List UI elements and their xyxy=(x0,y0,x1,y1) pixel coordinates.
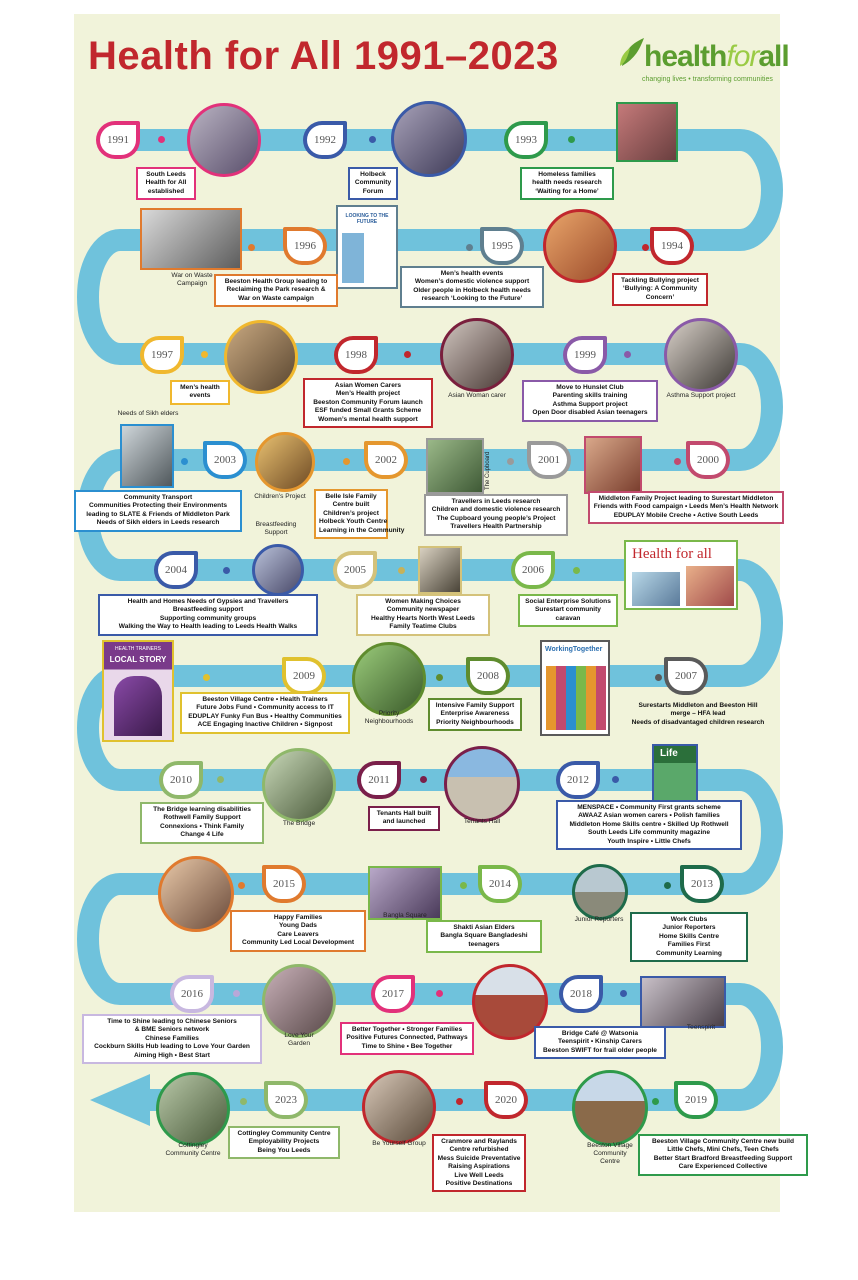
event-line: Enterprise Awareness xyxy=(440,710,510,718)
event-line: Needs of Sikh elders in Leeds research xyxy=(96,519,220,527)
logo-for: for xyxy=(726,40,759,73)
caption-text: Campaign xyxy=(176,280,208,287)
event-line: Youth Inspire • Little Chefs xyxy=(607,837,691,845)
event-line: Young Dads xyxy=(279,922,317,930)
year-marker-1999: 1999 xyxy=(563,336,607,374)
event-line: Bridge Café @ Watsonia xyxy=(561,1030,639,1037)
event-box-2020 xyxy=(432,1134,526,1192)
event-box-1996 xyxy=(214,274,338,307)
timeline-dot xyxy=(664,882,671,889)
timeline-dot xyxy=(233,990,240,997)
logo-health: health xyxy=(644,40,727,73)
photo-priority-neighbourhoods xyxy=(352,642,426,716)
timeline-dot xyxy=(652,1098,659,1105)
event-line: Travellers in Leeds research xyxy=(451,498,541,505)
timeline-dot xyxy=(203,674,210,681)
timeline-dot xyxy=(642,244,649,251)
event-line: Supporting community groups xyxy=(159,614,257,622)
year-marker-2002: 2002 xyxy=(364,441,408,479)
collage-photo xyxy=(632,572,680,606)
event-box-2013 xyxy=(630,912,748,962)
report-graphic xyxy=(546,666,606,730)
caption-text: Support xyxy=(264,529,288,536)
caption-breastfeeding xyxy=(248,521,304,537)
event-box-2015 xyxy=(230,910,366,952)
caption-text: Love Your xyxy=(284,1032,314,1039)
timeline-dot xyxy=(624,351,631,358)
event-line: Asian Women Carers xyxy=(334,382,402,389)
event-box-1999 xyxy=(522,380,658,422)
event-line: Happy Families xyxy=(273,914,323,921)
event-line: Reclaiming the Park research & xyxy=(226,286,326,294)
year-marker-2006: 2006 xyxy=(511,551,555,589)
event-line: Cranmore and Raylands xyxy=(441,1138,517,1145)
event-box-2011 xyxy=(368,806,440,831)
year-marker-2004: 2004 xyxy=(154,551,198,589)
photo-childrens-project xyxy=(255,432,315,492)
event-line: Mess Suicide Preventative xyxy=(437,1154,521,1162)
health-for-all-collage xyxy=(624,540,738,610)
leaflet-photo xyxy=(114,676,162,736)
event-line: Communities Protecting their Environments xyxy=(88,502,228,510)
event-line: research ‘Looking to the Future’ xyxy=(421,295,523,303)
event-line: Beeston Health Group leading to xyxy=(224,278,328,285)
event-line: Asthma Support project xyxy=(552,400,628,408)
page-title: Health for All 1991–2023 xyxy=(88,34,559,78)
event-line: Tackling Bullying project xyxy=(621,277,699,284)
event-line: Breastfeeding support xyxy=(172,606,244,614)
leaflet-title: LOCAL STORY xyxy=(109,655,167,664)
event-box-1995 xyxy=(400,266,544,308)
event-line: Rothwell Family Support xyxy=(163,814,241,822)
caption-text: Centre xyxy=(600,1158,620,1165)
health-trainers-leaflet xyxy=(102,640,174,742)
event-line: Women Making Choices xyxy=(385,598,461,605)
timeline-dot xyxy=(217,776,224,783)
event-line: Women’s domestic violence support xyxy=(414,278,530,286)
event-box-1991 xyxy=(136,167,196,200)
event-line: events xyxy=(189,392,211,400)
event-line: Positive Futures Connected, Pathways xyxy=(346,1034,468,1042)
event-line: Junior Reporters xyxy=(662,924,716,932)
photo-1994 xyxy=(543,209,617,283)
event-line: Belle Isle Family xyxy=(325,493,377,500)
event-box-2007 xyxy=(618,698,778,731)
event-line: Children and domestic violence research xyxy=(431,506,561,514)
photo-2000 xyxy=(584,436,642,494)
event-box-1998 xyxy=(303,378,433,428)
event-line: Aiming High • Best Start xyxy=(134,1051,210,1059)
timeline-dot xyxy=(466,244,473,251)
caption-text: Beeston Village xyxy=(587,1142,633,1149)
event-line: Better Start Bradford Breastfeeding Support xyxy=(653,1154,793,1162)
event-box-2018 xyxy=(534,1026,666,1059)
event-line: Care Leavers xyxy=(277,930,319,938)
year-marker-2005: 2005 xyxy=(333,551,377,589)
event-box-2003 xyxy=(74,490,242,532)
caption-love-your-garden xyxy=(262,1032,336,1048)
photo-war-on-waste xyxy=(140,208,242,270)
report-title: LOOKING TO THE FUTURE xyxy=(345,213,389,225)
event-line: Beeston Village Community Centre new build xyxy=(651,1138,795,1145)
leaflet-subtitle: HEALTH TRAINERS xyxy=(115,646,161,652)
event-box-2004 xyxy=(98,594,318,636)
collage-photo xyxy=(686,566,734,606)
year-marker-2023: 2023 xyxy=(264,1081,308,1119)
report-graphic xyxy=(342,233,364,283)
event-line: EDUPLAY Funky Fun Bus • Healthy Communities xyxy=(188,712,342,720)
timeline-dot xyxy=(343,458,350,465)
event-line: Home Skills Centre xyxy=(658,932,720,940)
event-line: Bangla Square Bangladeshi xyxy=(440,932,528,940)
timeline-dot xyxy=(238,882,245,889)
caption-text: Cottingley xyxy=(178,1142,208,1149)
event-line: Families First xyxy=(667,941,711,949)
event-line: Change 4 Life xyxy=(180,831,224,839)
timeline-dot xyxy=(612,776,619,783)
event-line: Community Learning xyxy=(656,949,722,957)
event-line: Time to Shine • Bee Together xyxy=(361,1042,453,1050)
event-line: Centre refurbished xyxy=(449,1146,509,1154)
event-box-2019 xyxy=(638,1134,808,1176)
event-line: Needs of disadvantaged children research xyxy=(631,718,765,726)
year-marker-1996: 1996 xyxy=(283,227,327,265)
timeline-dot xyxy=(655,674,662,681)
year-marker-2001: 2001 xyxy=(527,441,571,479)
event-box-2014 xyxy=(426,920,542,953)
event-line: MENSPACE • Community First grants scheme xyxy=(577,804,721,811)
timeline-dot xyxy=(420,776,427,783)
timeline-dot xyxy=(573,567,580,574)
event-line: EDUPLAY Mobile Creche • Active South Leeds xyxy=(613,511,759,519)
event-line: Learning in the Community xyxy=(319,526,405,534)
year-marker-2010: 2010 xyxy=(159,761,203,799)
event-box-1992 xyxy=(348,167,398,200)
collage-title: Health for all xyxy=(632,546,712,562)
event-box-2017 xyxy=(340,1022,474,1055)
event-line: Homeless families xyxy=(538,171,596,178)
event-line: Beeston SWIFT for frail older people xyxy=(543,1046,657,1054)
caption-needs-sikh-elders: Needs of Sikh elders xyxy=(117,410,179,417)
event-line: South Leeds Life community magazine xyxy=(587,829,710,837)
event-line: Future Jobs Fund • Community access to IT xyxy=(196,704,334,712)
caption-text: Neighbourhoods xyxy=(364,718,414,725)
caption-tenants-hall: Tenants Hall xyxy=(463,818,501,825)
year-marker-1998: 1998 xyxy=(334,336,378,374)
event-line: Better Together • Stronger Families xyxy=(351,1026,463,1033)
caption-bangla-square: Bangla Square xyxy=(383,912,427,919)
event-line: Cottingley Community Centre xyxy=(237,1130,331,1137)
event-line: established xyxy=(147,187,185,195)
event-line: Raising Aspirations xyxy=(448,1163,510,1171)
event-line: Tenants Hall built xyxy=(376,810,432,817)
event-line: Connexions • Think Family xyxy=(159,822,244,830)
event-line: Social Enterprise Solutions xyxy=(525,598,611,605)
timeline-dot xyxy=(223,567,230,574)
event-line: Men’s Health project xyxy=(335,390,401,398)
year-marker-2020: 2020 xyxy=(484,1081,528,1119)
event-box-1994 xyxy=(612,273,708,306)
road-arrowhead xyxy=(90,1074,150,1126)
event-line: Time to Shine leading to Chinese Seniors xyxy=(107,1018,237,1025)
photo-1997 xyxy=(224,320,298,394)
event-line: Cockburn Skills Hub leading to Love Your Garden xyxy=(94,1043,250,1051)
photo-tenants-hall xyxy=(444,746,520,822)
timeline-dot xyxy=(404,351,411,358)
timeline-dot xyxy=(201,351,208,358)
caption-be-yourself: Be Yourself Group xyxy=(372,1140,426,1147)
event-box-2000 xyxy=(588,491,784,524)
year-marker-2019: 2019 xyxy=(674,1081,718,1119)
event-box-2010 xyxy=(140,802,264,844)
photo-2005 xyxy=(418,546,462,594)
timeline-dot xyxy=(456,1098,463,1105)
event-line: ‘Bullying: A Community xyxy=(622,285,698,293)
event-line: Being You Leeds xyxy=(257,1146,311,1154)
year-marker-2012: 2012 xyxy=(556,761,600,799)
timeline-dot xyxy=(248,244,255,251)
event-line: and launched xyxy=(382,818,426,826)
event-line: Family Teatime Clubs xyxy=(389,623,457,631)
event-line: Walking the Way to Health leading to Leeds Health Walks xyxy=(118,623,298,631)
event-line: Travellers Health Partnership xyxy=(450,523,542,531)
event-line: Men’s health events xyxy=(440,270,504,277)
photo-1993 xyxy=(616,102,678,162)
caption-text: Community Centre xyxy=(165,1150,221,1157)
event-box-2009 xyxy=(180,692,350,734)
event-line: Older people in Holbeck health needs xyxy=(413,286,531,294)
event-line: Chinese Families xyxy=(145,1034,199,1042)
year-marker-2014: 2014 xyxy=(478,865,522,903)
photo-teenspirit xyxy=(640,976,726,1028)
caption-asian-woman-carer: Asian Woman carer xyxy=(448,392,506,399)
event-line: merge – HFA lead xyxy=(670,710,726,718)
photo-be-yourself xyxy=(362,1070,436,1144)
event-line: The Cupboard young people’s Project xyxy=(436,514,556,522)
event-line: Open Door disabled Asian teenagers xyxy=(532,409,648,417)
timeline-dot xyxy=(398,567,405,574)
year-marker-2016: 2016 xyxy=(170,975,214,1013)
timeline-dot xyxy=(369,136,376,143)
caption-the-bridge: The Bridge xyxy=(282,820,316,827)
event-box-2016 xyxy=(82,1014,262,1064)
event-line: ACE Engaging Inactive Children • Signpost xyxy=(197,721,333,729)
timeline-dot xyxy=(674,458,681,465)
event-line: Middleton Home Skills centre • Skilled Up Rothwell xyxy=(569,820,729,828)
event-box-1997 xyxy=(170,380,230,405)
year-marker-1994: 1994 xyxy=(650,227,694,265)
event-line: ESF funded Small Grants Scheme xyxy=(314,407,422,415)
year-marker-2011: 2011 xyxy=(357,761,401,799)
working-together-report xyxy=(540,640,610,736)
photo-cottingley xyxy=(156,1072,230,1146)
event-line: caravan xyxy=(555,614,581,622)
event-line: Concern’ xyxy=(645,293,675,301)
event-line: Centre built xyxy=(332,501,370,509)
event-box-2012 xyxy=(556,800,742,850)
year-marker-2003: 2003 xyxy=(203,441,247,479)
event-box-2006 xyxy=(518,594,618,627)
year-marker-2015: 2015 xyxy=(262,865,306,903)
caption-asthma-support: Asthma Support project xyxy=(666,392,736,399)
event-line: Parenting skills training xyxy=(552,392,628,400)
year-marker-2000: 2000 xyxy=(686,441,730,479)
caption-junior-reporters: Junior Reporters xyxy=(574,916,624,923)
caption-cottingley xyxy=(150,1142,236,1158)
event-line: Community Transport xyxy=(123,494,193,501)
event-line: Healthy Hearts North West Leeds xyxy=(371,614,475,622)
caption-text: Garden xyxy=(288,1040,310,1047)
magazine-title: Life xyxy=(660,748,678,759)
event-line: Forum xyxy=(362,187,384,195)
event-line: Community newspaper xyxy=(386,606,460,614)
caption-text: Community xyxy=(593,1150,627,1157)
event-line: Health for All xyxy=(145,179,187,187)
event-box-1993 xyxy=(520,167,614,200)
event-box-2005 xyxy=(356,594,490,636)
year-marker-1993: 1993 xyxy=(504,121,548,159)
photo-asthma-support xyxy=(664,318,738,392)
event-line: Health and Homes Needs of Gypsies and Travellers xyxy=(127,598,289,605)
event-line: ‘Waiting for a Home’ xyxy=(535,187,599,195)
event-line: South Leeds xyxy=(146,171,186,178)
year-marker-1991: 1991 xyxy=(96,121,140,159)
event-line: Surestart community xyxy=(535,606,601,614)
caption-childrens-project: Children's Project xyxy=(254,493,306,500)
logo-all: all xyxy=(758,40,789,73)
photo-1991 xyxy=(187,103,261,177)
year-marker-2017: 2017 xyxy=(371,975,415,1013)
event-line: leading to SLATE & Friends of Middleton Park xyxy=(86,510,230,518)
timeline-dot xyxy=(460,882,467,889)
event-line: Children’s project xyxy=(323,509,379,517)
timeline-dot xyxy=(568,136,575,143)
event-line: Live Well Leeds xyxy=(454,1171,504,1179)
timeline-dot xyxy=(240,1098,247,1105)
photo-sikh-elders xyxy=(120,424,174,488)
event-line: Community Led Local Development xyxy=(241,939,355,947)
photo-asian-woman-carer xyxy=(440,318,514,392)
event-line: health needs research xyxy=(532,179,602,187)
event-line: & BME Seniors network xyxy=(134,1026,210,1034)
year-marker-1995: 1995 xyxy=(480,227,524,265)
event-box-2023 xyxy=(228,1126,340,1159)
event-line: Surestarts Middleton and Beeston Hill xyxy=(638,702,758,709)
photo-love-your-garden xyxy=(262,964,336,1038)
timeline-dot xyxy=(181,458,188,465)
event-line: teenagers xyxy=(468,940,500,948)
year-marker-2008: 2008 xyxy=(466,657,510,695)
event-line: Holbeck xyxy=(360,171,386,178)
logo-tagline: changing lives • transforming communities xyxy=(642,76,773,83)
year-marker-2013: 2013 xyxy=(680,865,724,903)
event-line: Beeston Community Forum launch xyxy=(313,398,423,406)
event-line: Beeston Village Centre • Health Trainers xyxy=(202,696,328,703)
event-line: Intensive Family Support xyxy=(435,702,515,709)
photo-the-bridge xyxy=(262,748,336,822)
timeline-dot xyxy=(436,990,443,997)
event-line: Work Clubs xyxy=(670,916,708,923)
event-box-2002 xyxy=(314,489,405,539)
south-leeds-life-magazine xyxy=(652,744,698,804)
photo-the-cupboard xyxy=(426,438,484,494)
photo-2015 xyxy=(158,856,234,932)
event-line: Middleton Family Project leading to Surestart Middleton xyxy=(598,495,774,502)
photo-1992 xyxy=(391,101,467,177)
timeline-dot xyxy=(158,136,165,143)
caption-the-cupboard: The Cupboard xyxy=(485,451,491,490)
event-line: Men’s health xyxy=(180,384,220,391)
event-line: Little Chefs, Mini Chefs, Teen Chefs xyxy=(667,1146,779,1154)
event-line: Positive Destinations xyxy=(445,1180,513,1188)
caption-text: Priority xyxy=(378,710,400,717)
event-box-2001 xyxy=(424,494,568,536)
event-line: Friends with Food campaign • Leeds Men’s Health Network xyxy=(593,503,779,511)
event-line: Community xyxy=(354,179,392,187)
year-marker-1992: 1992 xyxy=(303,121,347,159)
event-box-2008 xyxy=(428,698,522,731)
photo-beeston-village xyxy=(572,1070,648,1146)
caption-text: War on Waste xyxy=(171,272,213,279)
year-marker-1997: 1997 xyxy=(140,336,184,374)
event-line: AWAAZ Asian women carers • Polish families xyxy=(578,812,720,820)
caption-teenspirit: Teenspirit xyxy=(686,1024,716,1031)
caption-text: Breastfeeding xyxy=(255,521,297,528)
photo-2004 xyxy=(252,544,304,596)
looking-to-future-report xyxy=(336,205,398,289)
year-marker-2018: 2018 xyxy=(559,975,603,1013)
photo-junior-reporters xyxy=(572,864,628,920)
event-line: Shakti Asian Elders xyxy=(453,924,515,931)
event-line: Priority Neighbourhoods xyxy=(436,718,514,726)
event-line: Women’s mental health support xyxy=(318,415,418,423)
timeline-dot xyxy=(436,674,443,681)
timeline-dot xyxy=(507,458,514,465)
event-line: Holbeck Youth Centre xyxy=(319,518,388,526)
event-line: Move to Hunslet Club xyxy=(556,384,624,391)
timeline-dot xyxy=(620,990,627,997)
event-line: War on Waste campaign xyxy=(238,294,314,302)
event-line: The Bridge learning disabilities xyxy=(153,806,251,813)
year-marker-2009: 2009 xyxy=(282,657,326,695)
year-marker-2007: 2007 xyxy=(664,657,708,695)
event-line: Employability Projects xyxy=(248,1138,320,1146)
event-line: Teenspirit • Kinship Carers xyxy=(558,1038,642,1046)
event-line: Care Experienced Collective xyxy=(678,1163,768,1171)
report-title: WorkingTogether xyxy=(545,646,603,653)
caption-priority-neighbourhoods xyxy=(352,710,426,726)
